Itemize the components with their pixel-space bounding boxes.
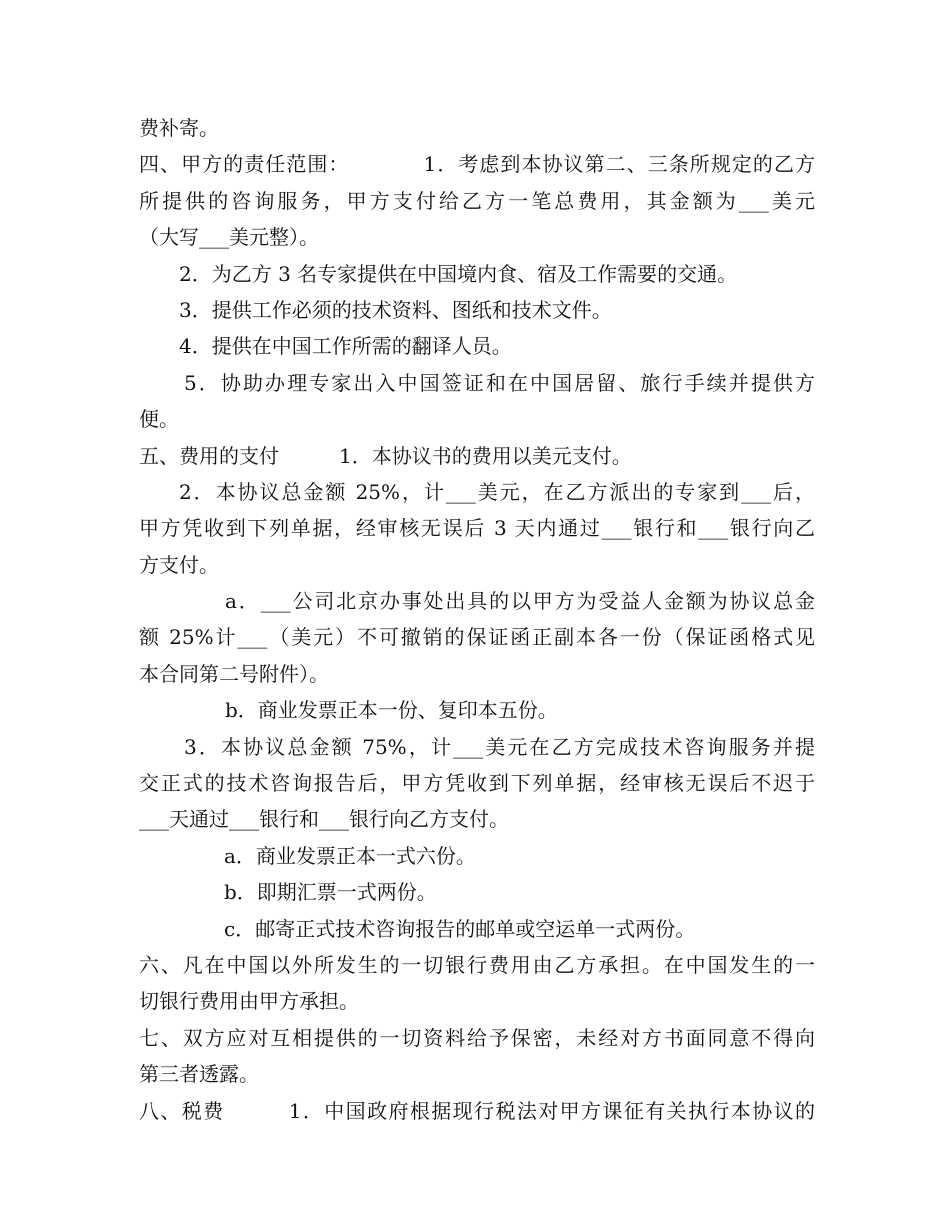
text-line-19: 交正式的技术咨询报告后，甲方凭收到下列单据，经审核无误后不迟于 xyxy=(139,771,815,796)
text-line-25: 切银行费用由甲方承担。 xyxy=(139,989,359,1014)
contract-text xyxy=(139,110,815,1129)
text-line-28: 八、税费 1．中国政府根据现行税法对甲方课征有关执行本协议的 xyxy=(139,1098,815,1123)
text-line-27: 第三者透露。 xyxy=(139,1062,259,1087)
text-line-24: 六、凡在中国以外所发生的一切银行费用由乙方承担。在中国发生的一 xyxy=(139,952,815,977)
text-line-10: 五、费用的支付 1．本协议书的费用以美元支付。 xyxy=(139,443,632,468)
text-line-16: 本合同第二号附件）。 xyxy=(139,661,329,686)
text-line-04: （大写___美元整）。 xyxy=(139,225,319,250)
text-line-14: a．___公司北京办事处出具的以甲方为受益人金额为协议总金 xyxy=(225,589,815,614)
text-line-13: 方支付。 xyxy=(139,552,219,577)
text-line-05: 2．为乙方 3 名专家提供在中国境内食、宿及工作需要的交通。 xyxy=(179,261,738,286)
text-line-12: 甲方凭收到下列单据，经审核无误后 3 天内通过___银行和___银行向乙 xyxy=(139,516,815,541)
text-line-18: 3．本协议总金额 75%，计___美元在乙方完成技术咨询服务并提 xyxy=(184,734,815,759)
text-line-07: 4．提供在中国工作所需的翻译人员。 xyxy=(179,334,512,359)
text-line-11: 2．本协议总金额 25%，计___美元，在乙方派出的专家到___后， xyxy=(179,479,815,504)
text-line-22: b．即期汇票一式两份。 xyxy=(224,880,437,905)
text-line-21: a．商业发票正本一式六份。 xyxy=(224,843,476,868)
text-line-09: 便。 xyxy=(139,407,179,432)
text-line-02: 四、甲方的责任范围： 1．考虑到本协议第二、三条所规定的乙方 xyxy=(139,152,815,177)
text-line-20: ___天通过___银行和___银行向乙方支付。 xyxy=(139,807,509,832)
text-line-03: 所提供的咨询服务，甲方支付给乙方一笔总费用，其金额为___美元 xyxy=(139,188,815,213)
text-line-23: c．邮寄正式技术咨询报告的邮单或空运单一式两份。 xyxy=(224,916,696,941)
text-line-26: 七、双方应对互相提供的一切资料给予保密，未经对方书面同意不得向 xyxy=(139,1025,815,1050)
text-line-15: 额 25%计___（美元）不可撤销的保证函正副本各一份（保证函格式见 xyxy=(139,625,815,650)
text-line-08: 5．协助办理专家出入中国签证和在中国居留、旅行手续并提供方 xyxy=(184,370,815,395)
text-line-17: b．商业发票正本一份、复印本五份。 xyxy=(225,698,558,723)
text-line-06: 3．提供工作必须的技术资料、图纸和技术文件。 xyxy=(179,297,612,322)
text-line-01: 费补寄。 xyxy=(139,116,219,140)
